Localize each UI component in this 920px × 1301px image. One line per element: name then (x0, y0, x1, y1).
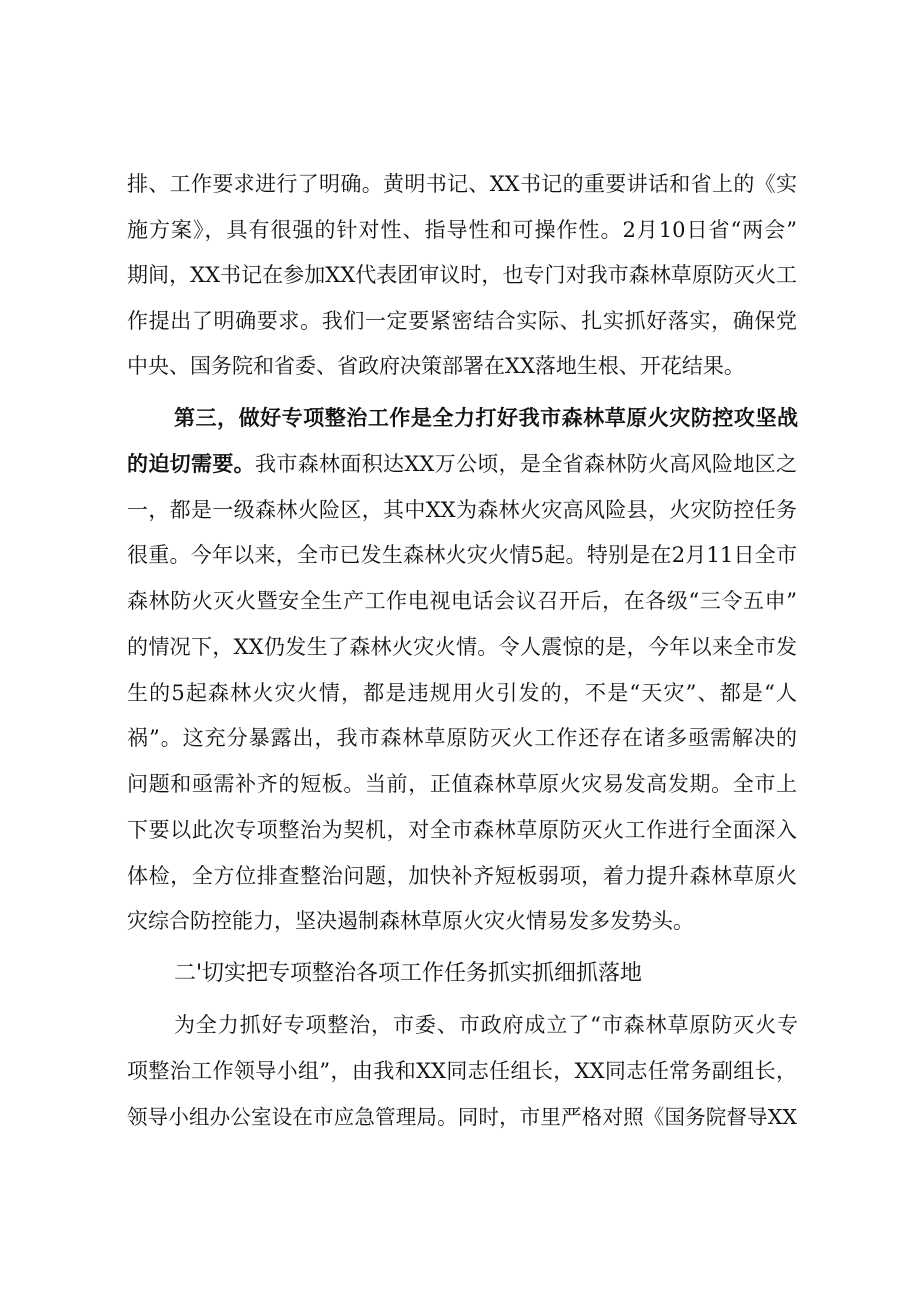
paragraph-2-line-8: 祸”。这充分暴露出，我市森林草原防灭火工作还存在诸多亟需解决的 (127, 726, 797, 750)
paragraph-2-line-12: 灾综合防控能力，坚决遏制森林草原火灾火情易发多发势头。 (127, 909, 694, 933)
paragraph-2-line-4: 很重。今年以来，全市已发生森林火灾火情5起。特别是在2月11日全市 (127, 543, 797, 567)
paragraph-1-line-2: 施方案》，具有很强的针对性、指导性和可操作性。2月10日省“两会” (127, 218, 797, 242)
paragraph-1-line-3: 期间，XX书记在参加XX代表团审议时，也专门对我市森林草原防灭火工 (127, 263, 797, 287)
paragraph-2-line-5: 森林防火灭火暨安全生产工作电视电话会议召开后，在各级“三令五申” (127, 589, 797, 613)
paragraph-3-line-2: 项整治工作领导小组”，由我和XX同志任组长，XX同志任常务副组长， (127, 1059, 797, 1083)
paragraph-2-line-10: 下要以此次专项整治为契机，对全市森林草原防灭火工作进行全面深入 (127, 818, 797, 842)
paragraph-1-line-5: 中央、国务院和省委、省政府决策部署在XX落地生根、开花结果。 (127, 354, 745, 378)
paragraph-2-line-3: 一，都是一级森林火险区，其中XX为森林火灾高风险县，火灾防控任务 (127, 498, 797, 522)
paragraph-3-line-3: 领导小组办公室设在市应急管理局。同时，市里严格对照《国务院督导XX (127, 1105, 797, 1129)
paragraph-2-line-6: 的情况下，XX仍发生了森林火灾火情。令人震惊的是，今年以来全市发 (127, 635, 797, 659)
paragraph-2-line-9: 问题和亟需补齐的短板。当前，正值森林草原火灾易发高发期。全市上 (127, 772, 797, 796)
paragraph-2-line-2-rest: 我市森林面积达XX万公顷，是全省森林防火高风险地区之 (255, 452, 798, 476)
section-heading: 二'切实把专项整治各项工作任务抓实抓细抓落地 (174, 961, 643, 986)
paragraph-1-line-1: 排、工作要求进行了明确。黄明书记、XX书记的重要讲话和省上的《实 (127, 172, 797, 196)
paragraph-2-bold-prefix: 的迫切需要。 (127, 452, 256, 476)
paragraph-2-line-11: 体检，全方位排查整治问题，加快补齐短板弱项，着力提升森林草原火 (127, 864, 797, 888)
paragraph-3-line-1: 为全力抓好专项整治，市委、市政府成立了“市森林草原防灭火专 (174, 1013, 798, 1037)
paragraph-1-line-4: 作提出了明确要求。我们一定要紧密结合实际、扎实抓好落实，确保党 (127, 309, 797, 333)
paragraph-2-line-2 (127, 451, 797, 477)
paragraph-2-line-7: 生的5起森林火灾火情，都是违规用火引发的，不是“天灾”、都是“人 (127, 681, 797, 705)
paragraph-2-bold-line-1: 第三，做好专项整治工作是全力打好我市森林草原火灾防控攻坚战 (174, 406, 798, 430)
